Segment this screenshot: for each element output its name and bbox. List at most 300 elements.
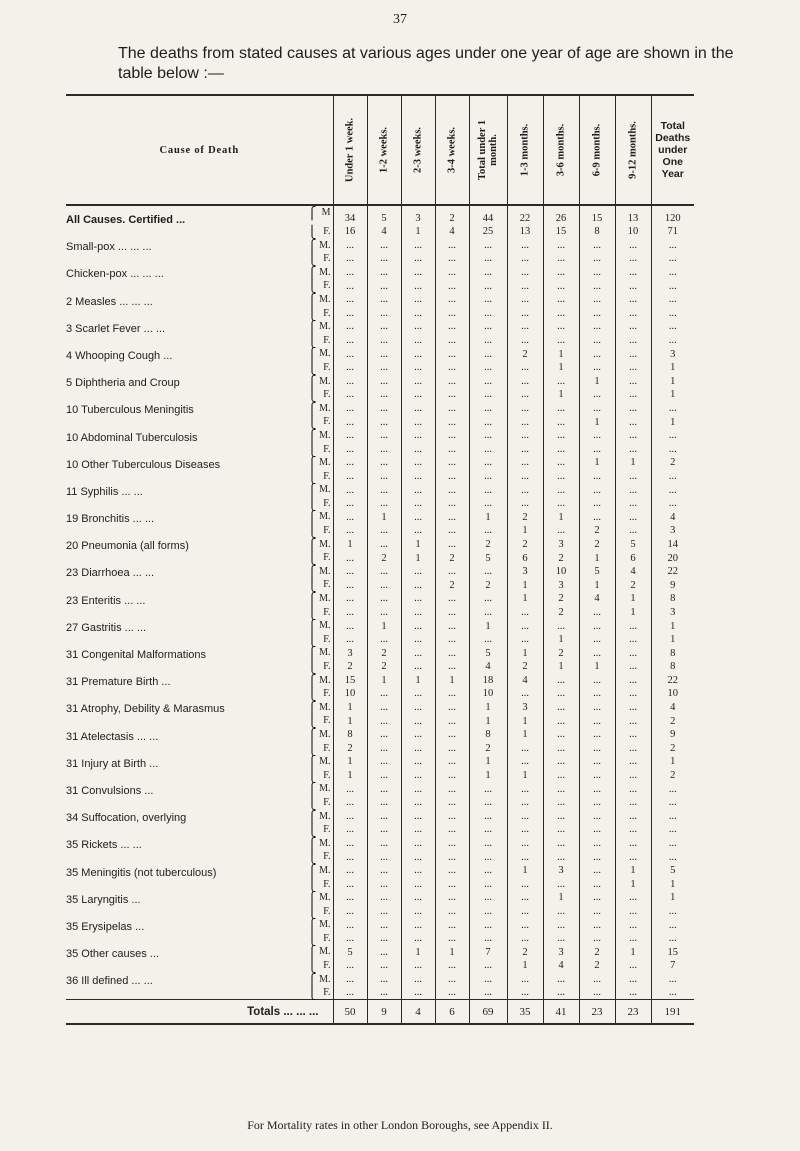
row-label [66,293,333,307]
value-cell: ... [469,592,507,606]
value-cell: ... [615,483,651,497]
value-cell: 4 [651,701,694,715]
value-cell: 8 [579,225,615,239]
brace-icon: ⎩ [307,877,317,892]
value-cell: ... [507,388,543,402]
value-cell: ... [615,361,651,375]
value-cell: ... [435,714,469,728]
value-cell: 2 [507,945,543,959]
value-cell: 2 [579,945,615,959]
value-cell: ... [615,415,651,429]
value-cell: 1 [543,660,579,674]
intro-text: The deaths from stated causes at various ages under one year of age are shown in the table below :— [118,45,734,82]
brace-icon: ⎧ [307,320,317,335]
value-cell: 1 [507,728,543,742]
value-cell: 1 [543,633,579,647]
value-cell: 4 [543,959,579,973]
value-cell: ... [579,429,615,443]
cause-label: 4 Whooping Cough ... [66,349,173,362]
value-cell: 1 [401,551,435,565]
value-cell: ... [333,891,367,905]
value-cell: ... [401,524,435,538]
table-row [66,959,694,973]
total-cell: 9 [367,1000,401,1024]
value-cell: ... [333,810,367,824]
value-cell: 1 [333,701,367,715]
value-cell: ... [543,429,579,443]
value-cell: ... [367,932,401,946]
value-cell: ... [507,252,543,266]
brace-icon: ⎧ [307,945,317,960]
row-label [66,837,333,851]
value-cell: ... [367,728,401,742]
value-cell: ... [367,415,401,429]
value-cell: ... [579,918,615,932]
brace-icon: ⎩ [307,986,317,1001]
value-cell: ... [469,483,507,497]
value-cell: 13 [615,205,651,225]
row-label [66,388,333,402]
sex-label: F. [323,280,331,292]
cause-label: 3 Scarlet Fever ... ... [66,322,166,335]
value-cell: ... [367,334,401,348]
brace-icon: ⎩ [307,823,317,838]
value-cell: ... [651,782,694,796]
value-cell: ... [615,646,651,660]
value-cell: ... [333,361,367,375]
value-cell: ... [507,497,543,511]
value-cell: ... [615,402,651,416]
value-cell: ... [435,293,469,307]
footnote: For Mortality rates in other London Boroughs, see Appendix II. [247,1118,553,1132]
row-label [66,334,333,348]
value-cell: ... [507,905,543,919]
row-label [66,205,333,225]
cause-label: 2 Measles ... ... ... [66,295,153,308]
value-cell: 10 [469,687,507,701]
value-cell: ... [579,837,615,851]
value-cell: 1 [507,714,543,728]
value-cell: ... [615,524,651,538]
total-cell: 191 [651,1000,694,1024]
value-cell: 2 [333,742,367,756]
value-cell: ... [469,402,507,416]
value-cell: ... [507,755,543,769]
value-cell: ... [367,796,401,810]
value-cell: 3 [507,565,543,579]
row-label [66,456,333,470]
value-cell: ... [469,891,507,905]
value-cell: ... [615,782,651,796]
sex-label: M. [319,266,331,278]
value-cell: 22 [507,205,543,225]
cause-label: 35 Laryngitis ... [66,893,141,906]
sex-label: F. [323,389,331,401]
value-cell: ... [435,769,469,783]
brace-icon: ⎧ [307,700,317,715]
sex-label: F. [323,932,331,944]
row-label [66,769,333,783]
value-cell: ... [333,565,367,579]
table-row [66,660,694,674]
value-cell: ... [435,986,469,1000]
col-header-9-12-months: 9-12 months. [615,95,651,205]
value-cell: ... [333,578,367,592]
value-cell: ... [333,402,367,416]
value-cell: ... [543,973,579,987]
value-cell: ... [367,402,401,416]
value-cell: ... [579,347,615,361]
row-label [66,742,333,756]
value-cell: 1 [615,606,651,620]
value-cell: ... [507,443,543,457]
value-cell: ... [401,497,435,511]
value-cell: ... [367,714,401,728]
sex-label: M. [319,946,331,958]
value-cell: ... [579,742,615,756]
value-cell: ... [333,456,367,470]
row-label [66,592,333,606]
value-cell: ... [435,633,469,647]
value-cell: ... [435,796,469,810]
brace-icon: ⎧ [307,755,317,770]
value-cell: ... [507,415,543,429]
value-cell: ... [651,918,694,932]
table-row [66,443,694,457]
value-cell: ... [401,592,435,606]
value-cell: ... [579,687,615,701]
brace-icon: ⎩ [307,660,317,674]
value-cell: 4 [579,592,615,606]
value-cell: ... [401,402,435,416]
value-cell: ... [651,293,694,307]
value-cell: ... [469,293,507,307]
row-label [66,565,333,579]
brace-icon: ⎩ [307,687,317,702]
value-cell: ... [543,524,579,538]
value-cell: ... [543,443,579,457]
value-cell: 1 [333,538,367,552]
row-label [66,252,333,266]
value-cell: ... [367,524,401,538]
value-cell: ... [469,878,507,892]
value-cell: ... [615,959,651,973]
value-cell: 3 [401,205,435,225]
value-cell: 1 [367,619,401,633]
row-label [66,973,333,987]
value-cell: 2 [543,551,579,565]
value-cell: ... [401,266,435,280]
table-row [66,252,694,266]
value-cell: ... [469,307,507,321]
sex-label: M. [319,973,331,985]
table-row [66,510,694,524]
row-label [66,714,333,728]
value-cell: 4 [615,565,651,579]
value-cell: ... [435,443,469,457]
table-row [66,823,694,837]
sex-label: F. [323,769,331,781]
brace-icon: ⎧ [307,428,317,443]
table-row [66,701,694,715]
value-cell: ... [333,850,367,864]
value-cell: 22 [651,674,694,688]
value-cell: ... [651,497,694,511]
value-cell: ... [507,973,543,987]
value-cell: ... [469,837,507,851]
value-cell: ... [333,932,367,946]
value-cell: ... [435,279,469,293]
sex-label: M [321,207,331,218]
sex-label: M. [319,810,331,822]
value-cell: 4 [651,510,694,524]
value-cell: ... [579,796,615,810]
cause-label: Small-pox ... ... ... [66,241,152,254]
value-cell: ... [367,973,401,987]
value-cell: ... [615,891,651,905]
value-cell: ... [333,239,367,253]
sex-label: F. [323,253,331,265]
value-cell: ... [469,470,507,484]
value-cell: ... [367,470,401,484]
mortality-table [66,94,694,1025]
value-cell: 1 [651,375,694,389]
value-cell: ... [469,375,507,389]
value-cell: ... [435,606,469,620]
value-cell: ... [435,701,469,715]
sex-label: F. [323,525,331,537]
value-cell: ... [615,334,651,348]
value-cell: ... [401,932,435,946]
value-cell: ... [543,810,579,824]
sex-label: M. [319,783,331,795]
value-cell: ... [469,973,507,987]
value-cell: ... [367,578,401,592]
value-cell: 1 [367,674,401,688]
value-cell: ... [401,973,435,987]
value-cell: 4 [469,660,507,674]
value-cell: 4 [507,674,543,688]
value-cell: ... [367,565,401,579]
cause-label: 23 Enteritis ... ... [66,594,146,607]
sex-label: F. [323,661,331,672]
value-cell: ... [367,266,401,280]
brace-icon: ⎧ [307,401,317,416]
brace-icon: ⎧ [307,456,317,471]
value-cell: ... [615,755,651,769]
value-cell: ... [435,252,469,266]
value-cell: 5 [579,565,615,579]
table-row [66,850,694,864]
value-cell: 1 [579,456,615,470]
value-cell: ... [435,497,469,511]
row-label [66,959,333,973]
value-cell: 1 [651,388,694,402]
value-cell: 2 [543,592,579,606]
table-row [66,646,694,660]
row-label [66,375,333,389]
value-cell: ... [333,320,367,334]
value-cell: ... [507,837,543,851]
value-cell: 2 [507,660,543,674]
sex-label: M. [319,919,331,931]
value-cell: ... [435,524,469,538]
table-row [66,347,694,361]
brace-icon: ⎩ [307,959,317,974]
value-cell: 10 [615,225,651,239]
value-cell: ... [469,796,507,810]
value-cell: ... [435,932,469,946]
brace-icon: ⎧ [307,619,317,634]
value-cell: ... [367,837,401,851]
value-cell: ... [579,674,615,688]
value-cell: ... [435,320,469,334]
value-cell: ... [401,959,435,973]
value-cell: ... [579,619,615,633]
value-cell: ... [579,279,615,293]
value-cell: ... [401,687,435,701]
value-cell: 5 [615,538,651,552]
value-cell: ... [401,986,435,1000]
value-cell: 1 [579,375,615,389]
value-cell: ... [469,524,507,538]
sex-label: M. [319,674,331,686]
value-cell: 8 [333,728,367,742]
row-label [66,497,333,511]
col-header-1-3-months: 1-3 months. [507,95,543,205]
table-row [66,986,694,1000]
value-cell: ... [401,755,435,769]
value-cell: ... [579,714,615,728]
value-cell: 2 [651,456,694,470]
table-row [66,320,694,334]
sex-label: F. [323,633,331,645]
value-cell: 13 [507,225,543,239]
value-cell: ... [469,266,507,280]
value-cell: ... [435,456,469,470]
value-cell: 2 [651,714,694,728]
value-cell: 2 [543,646,579,660]
value-cell: ... [401,429,435,443]
sex-label: M. [319,375,331,387]
col-header-1-2-weeks: 1-2 weeks. [367,95,401,205]
total-cell: 50 [333,1000,367,1024]
sex-label: M. [319,321,331,333]
value-cell: 15 [333,674,367,688]
value-cell: ... [367,959,401,973]
value-cell: ... [651,986,694,1000]
value-cell: ... [615,633,651,647]
value-cell: ... [469,320,507,334]
value-cell: ... [543,823,579,837]
value-cell: ... [435,429,469,443]
value-cell: ... [651,850,694,864]
sex-label: M. [319,565,331,577]
value-cell: ... [435,619,469,633]
value-cell: 1 [469,619,507,633]
value-cell: ... [333,293,367,307]
value-cell: ... [615,687,651,701]
value-cell: ... [401,646,435,660]
cause-label: 10 Other Tuberculous Diseases [66,458,221,471]
value-cell: 1 [579,551,615,565]
value-cell: ... [543,796,579,810]
table-row [66,728,694,742]
brace-icon: ⎧ [307,238,317,253]
value-cell: 1 [401,945,435,959]
value-cell: ... [543,239,579,253]
value-cell: ... [651,320,694,334]
sex-label: F. [323,824,331,836]
total-cell: 6 [435,1000,469,1024]
value-cell: ... [507,986,543,1000]
row-label [66,483,333,497]
value-cell: ... [507,239,543,253]
brace-icon: ⎩ [307,333,317,348]
value-cell: ... [543,497,579,511]
value-cell: ... [469,932,507,946]
sex-label: F. [323,470,331,482]
value-cell: ... [543,837,579,851]
value-cell: 1 [507,959,543,973]
value-cell: 1 [469,755,507,769]
value-cell: ... [435,402,469,416]
value-cell: ... [435,810,469,824]
value-cell: ... [367,388,401,402]
value-cell: ... [615,918,651,932]
value-cell: 1 [435,674,469,688]
value-cell: ... [367,742,401,756]
value-cell: ... [401,891,435,905]
brace-icon: ⎩ [307,524,317,539]
table-row [66,361,694,375]
brace-icon: ⎩ [307,850,317,865]
value-cell: ... [401,375,435,389]
value-cell: 1 [507,524,543,538]
value-cell: ... [543,279,579,293]
row-label [66,538,333,552]
brace-icon: ⎩ [307,714,317,729]
brace-icon: ⎧ [307,891,317,906]
brace-icon: ⎧ [307,206,317,220]
value-cell: ... [367,538,401,552]
brace-icon: ⎩ [307,578,317,593]
value-cell: ... [543,728,579,742]
value-cell: ... [543,470,579,484]
sex-label: F. [323,987,331,999]
value-cell: ... [579,986,615,1000]
table-row [66,225,694,239]
value-cell: 3 [543,538,579,552]
value-cell: 1 [507,646,543,660]
value-cell: ... [401,239,435,253]
totals-label: Totals ... ... ... [66,1000,333,1024]
cause-label: 5 Diphtheria and Croup [66,377,180,390]
value-cell: 2 [579,524,615,538]
value-cell: ... [435,918,469,932]
row-label [66,810,333,824]
page-number: 37 [393,12,407,27]
col-header-under-1-week: Under 1 week. [333,95,367,205]
value-cell: ... [401,307,435,321]
row-label [66,510,333,524]
brace-icon: ⎧ [307,809,317,824]
value-cell: 1 [469,769,507,783]
row-label [66,225,333,239]
table-row [66,918,694,932]
value-cell: 25 [469,225,507,239]
value-cell: ... [615,850,651,864]
